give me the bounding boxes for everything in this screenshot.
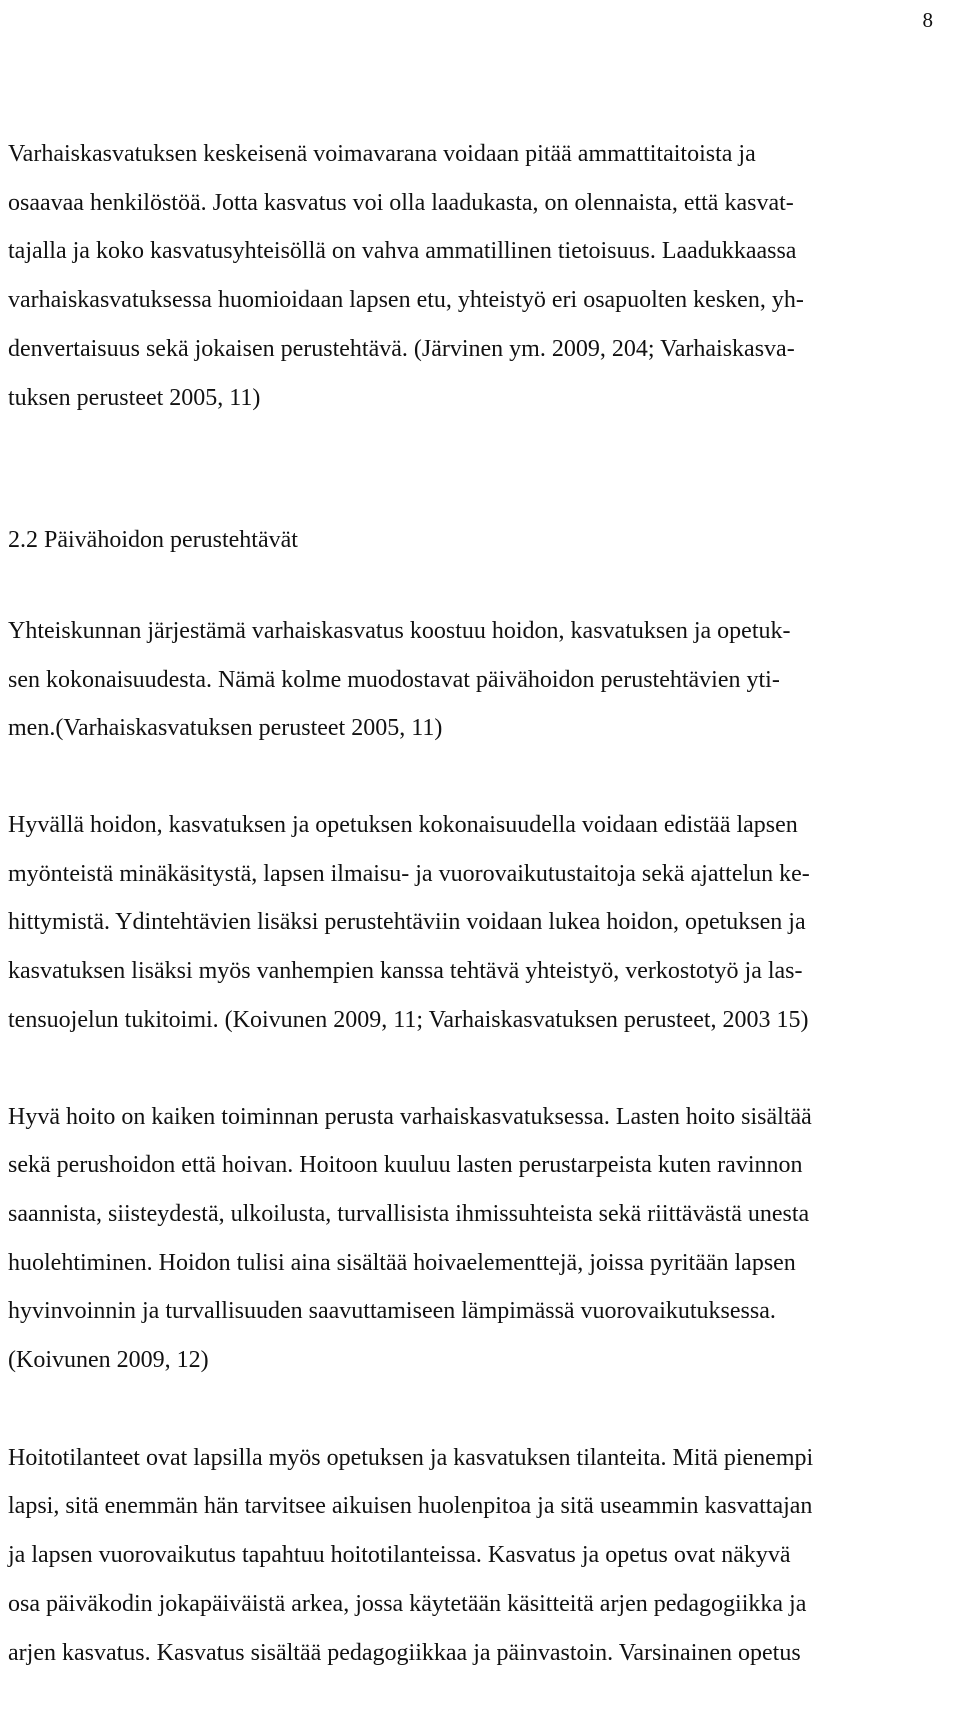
- document-body: [8, 130, 956, 1677]
- paragraph-core-tasks: Yhteiskunnan järjestämä varhaiskasvatus koostuu hoidon, kasvatuksen ja opetuk- sen kokonaisuudesta. Nämä kolme muodostavat päivähoidon perustehtävien yti- men.(Varhaiskasvatuksen perusteet 2005, 11): [8, 617, 791, 742]
- section-heading: 2.2 Päivähoidon perustehtävät: [8, 527, 298, 554]
- page-number: 8: [922, 8, 933, 32]
- paragraph-staff-competence: Varhaiskasvatuksen keskeisenä voimavarana voidaan pitää ammattitaitoista ja osaavaa henkilöstöä. Jotta kasvatus voi olla laadukasta, on olennaista, että kasvat- tajalla ja koko kasvatusyhteisöllä on vahva ammatillinen tietoisuus. Laadukkaassa varhaiskasvatuksessa huomioidaan lapsen etu, yhteistyö eri osapuolten kesken, yh- denvertaisuus sekä jokaisen perustehtävä. (Järvinen ym. 2009, 204; Varhaiskasva- tuksen perusteet 2005, 11): [8, 141, 804, 411]
- paragraph-good-care: Hyvä hoito on kaiken toiminnan perusta varhaiskasvatuksessa. Lasten hoito sisältää sekä perushoidon että hoivan. Hoitoon kuuluu lasten perustarpeista kuten ravinnon saannista, siisteydestä, ulkoilusta, turvallisista ihmissuhteista sekä riittävästä unesta huolehtiminen. Hoidon tulisi aina sisältää hoivaelementtejä, joissa pyritään lapsen hyvinvoinnin ja turvallisuuden saavuttamiseen lämpimässä vuorovaikutuksessa. (Koivunen 2009, 12): [8, 1103, 812, 1374]
- paragraph-holistic-care: Hyvällä hoidon, kasvatuksen ja opetuksen kokonaisuudella voidaan edistää lapsen myönteistä minäkäsitystä, lapsen ilmaisu- ja vuorovaikutustaitoja sekä ajattelun ke- hittymistä. Ydintehtävien lisäksi perustehtäviin voidaan lukea hoidon, opetuksen ja kasvatuksen lisäksi myös vanhempien kanssa tehtävä yhteistyö, verkostotyö ja las- tensuojelun tukitoimi. (Koivunen 2009, 11; Varhaiskasvatuksen perusteet, 2003 15): [8, 812, 810, 1033]
- paragraph-care-situations: Hoitotilanteet ovat lapsilla myös opetuksen ja kasvatuksen tilanteita. Mitä pienempi lapsi, sitä enemmän hän tarvitsee aikuisen huolenpitoa ja sitä useammin kasvattajan ja lapsen vuorovaikutus tapahtuu hoitotilanteissa. Kasvatus ja opetus ovat näkyvä osa päiväkodin jokapäiväistä arkea, jossa käytetään käsitteitä arjen pedagogiikka ja arjen kasvatus. Kasvatus sisältää pedagogiikkaa ja päinvastoin. Varsinainen opetus: [8, 1444, 814, 1666]
